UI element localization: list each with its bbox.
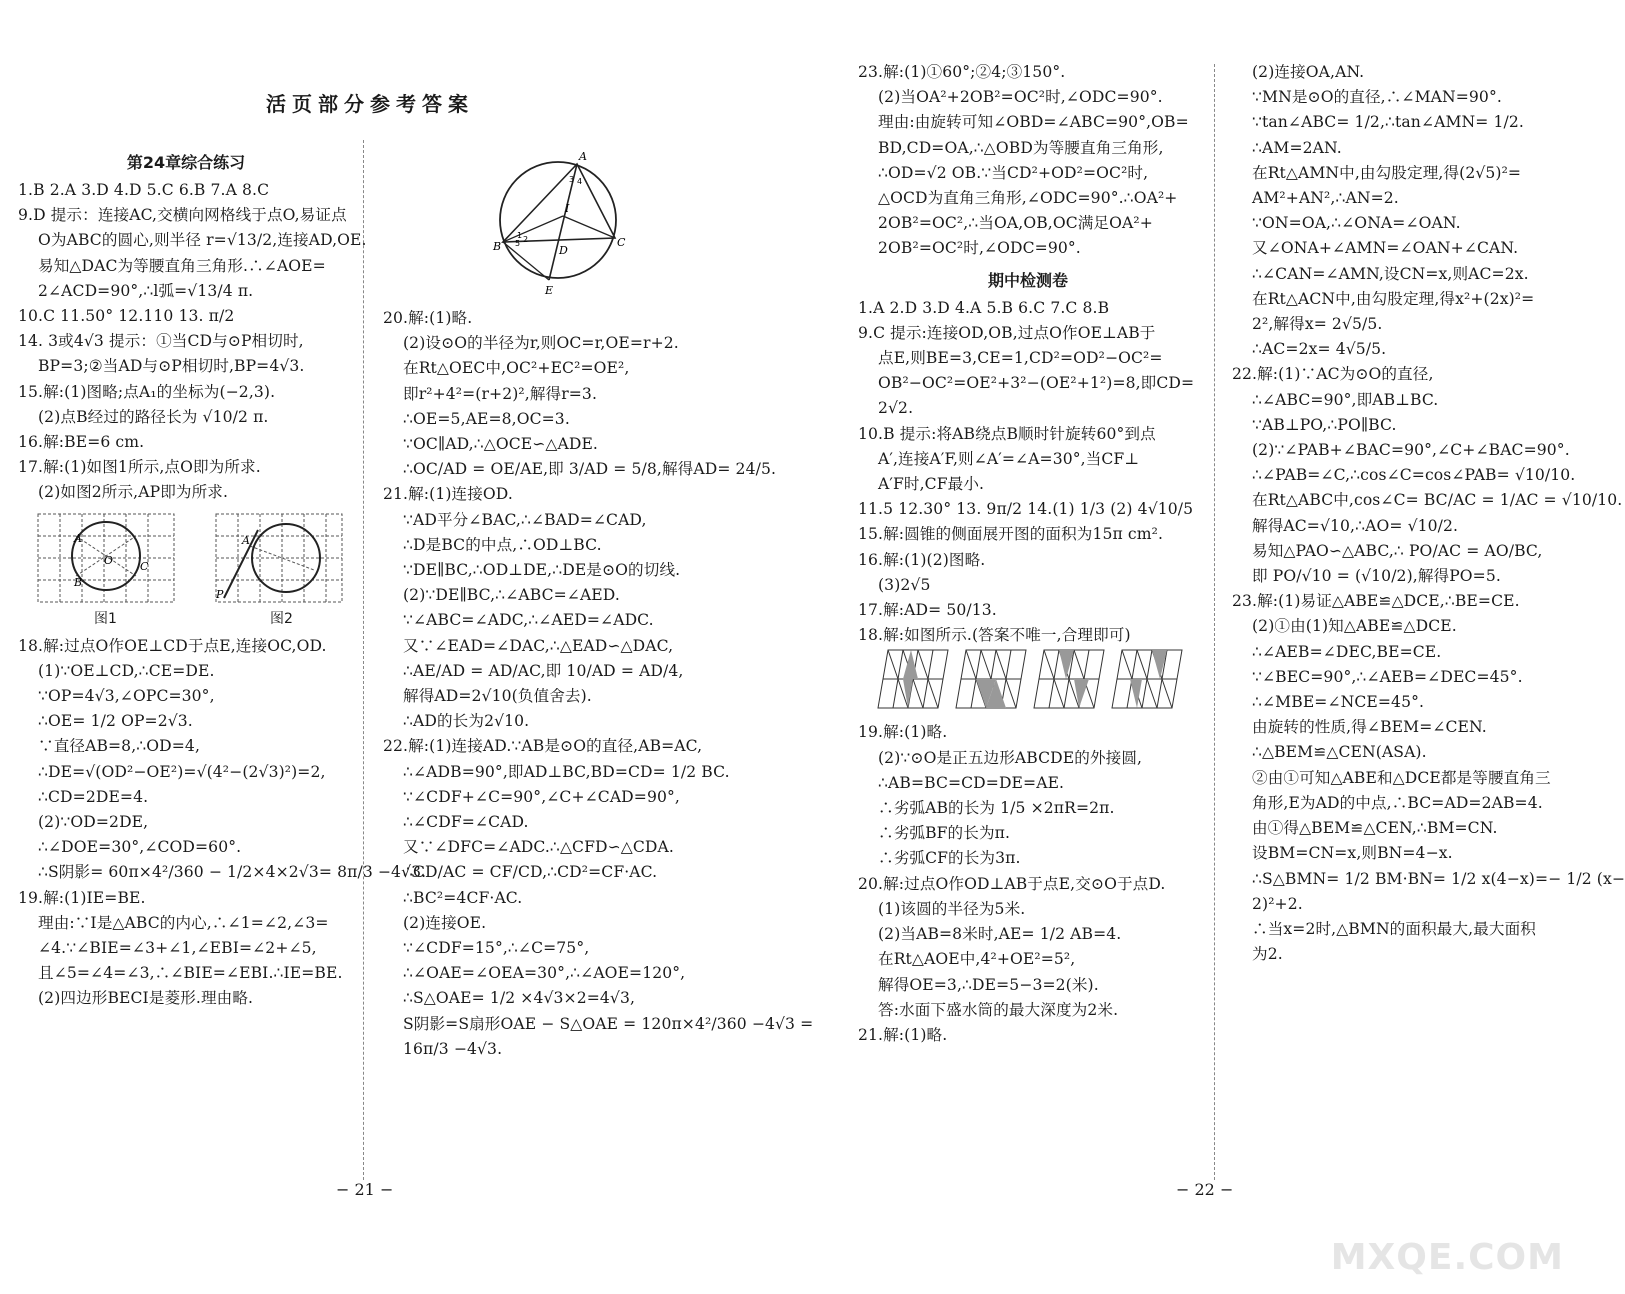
grid2-label-P: P bbox=[216, 587, 224, 601]
circle-label-A: A bbox=[579, 150, 587, 163]
answer-line: 2)²+2. bbox=[1252, 894, 1303, 913]
page-number-right: − 22 − bbox=[1176, 1180, 1234, 1199]
figure-caption-1: 图1 bbox=[94, 610, 117, 627]
answer-line: ∵ON=OA,∴∠ONA=∠OAN. bbox=[1252, 214, 1461, 233]
answer-line: (2)∵∠PAB+∠BAC=90°,∠C+∠BAC=90°. bbox=[1252, 441, 1570, 460]
answer-line: 19.解:(1)IE=BE. bbox=[18, 888, 146, 907]
grid-figure-1 bbox=[36, 512, 176, 604]
answer-line: 16π/3 −4√3. bbox=[403, 1039, 503, 1058]
answer-line: ∴∠AEB=∠DEC,BE=CE. bbox=[1252, 642, 1442, 661]
grid-figure-2 bbox=[214, 512, 344, 604]
answer-line: (2)当OA²+2OB²=OC²时,∠ODC=90°. bbox=[878, 88, 1163, 107]
grid2-label-A: A bbox=[242, 533, 250, 547]
answer-line: 解得AC=√10,∴AO= √10/2. bbox=[1252, 516, 1459, 535]
answer-line: 在Rt△AMN中,由勾股定理,得(2√5)²= bbox=[1252, 163, 1522, 182]
answer-line: 18.解:过点O作OE⊥CD于点E,连接OC,OD. bbox=[18, 636, 327, 655]
answer-line: ∴劣弧AB的长为 1/5 ×2πR=2π. bbox=[878, 799, 1115, 818]
answer-line: ∴DE=√(OD²−OE²)=√(4²−(2√3)²)=2, bbox=[38, 762, 326, 781]
answer-line: 设BM=CN=x,则BN=4−x. bbox=[1252, 844, 1453, 863]
answer-line: ∴∠CAN=∠AMN,设CN=x,则AC=2x. bbox=[1252, 264, 1529, 283]
answer-line: △OCD为直角三角形,∠ODC=90°.∴OA²+ bbox=[878, 189, 1178, 208]
answers-block-7 bbox=[1232, 60, 1625, 967]
circle-angle-1: 1 bbox=[517, 231, 523, 240]
answer-line: ∴CD=2DE=4. bbox=[38, 787, 149, 806]
answer-line: ∴S△OAE= 1/2 ×4√3×2=4√3, bbox=[403, 989, 636, 1008]
answer-line: (1)∵OE⊥CD,∴CE=DE. bbox=[38, 661, 215, 680]
answer-line: ∵∠CDF=15°,∴∠C=75°, bbox=[403, 939, 590, 958]
answer-line: 2OB²=OC²,∴当OA,OB,OC满足OA²+ bbox=[878, 214, 1153, 233]
answer-line: 在Rt△ABC中,cos∠C= BC/AC = 1/AC = √10/10. bbox=[1252, 491, 1623, 510]
answer-line: 21.解:(1)略. bbox=[858, 1025, 948, 1044]
answer-line: 为2. bbox=[1252, 945, 1283, 964]
answer-line: 10.B 提示:将AB绕点B顺时针旋转60°到点 bbox=[858, 424, 1156, 443]
answer-line: ∵tan∠ABC= 1/2,∴tan∠AMN= 1/2. bbox=[1252, 113, 1524, 132]
answer-line: ∵OC∥AD,∴△OCE∽△ADE. bbox=[403, 435, 598, 454]
answer-line: (2)四边形BECI是菱形.理由略. bbox=[38, 989, 254, 1008]
answer-line: ∴当x=2时,△BMN的面积最大,最大面积 bbox=[1252, 919, 1536, 938]
answers-block-1 bbox=[18, 178, 367, 506]
answer-line: 15.解:圆锥的侧面展开图的面积为15π cm². bbox=[858, 525, 1164, 544]
answer-line: 19.解:(1)略. bbox=[858, 723, 948, 742]
answer-line: ∴劣弧BF的长为π. bbox=[878, 824, 1011, 843]
answer-line: 9.C 提示:连接OD,OB,过点O作OE⊥AB于 bbox=[858, 323, 1156, 342]
section-title-ch24: 第24章综合练习 bbox=[126, 153, 246, 172]
answer-line: ∴∠OAE=∠OEA=30°,∴∠AOE=120°, bbox=[403, 964, 686, 983]
answer-line: 理由:∵I是△ABC的内心,∴∠1=∠2,∠3= bbox=[38, 913, 329, 932]
answer-line: ∵DE∥BC,∴OD⊥DE,∴DE是⊙O的切线. bbox=[403, 561, 681, 580]
answer-line: ∵∠ABC=∠ADC,∴∠AED=∠ADC. bbox=[403, 611, 654, 630]
answer-line: 易知△DAC为等腰直角三角形.∴∠AOE= bbox=[38, 256, 326, 275]
figure-caption-2: 图2 bbox=[270, 610, 293, 627]
page-number-left: − 21 − bbox=[336, 1180, 394, 1199]
answer-line: ②由①可知△ABE和△DCE都是等腰直角三 bbox=[1252, 768, 1551, 787]
answer-line: ∴∠ADB=90°,即AD⊥BC,BD=CD= 1/2 BC. bbox=[403, 762, 730, 781]
answer-line: 20.解:过点O作OD⊥AB于点E,交⊙O于点D. bbox=[858, 874, 1166, 893]
answer-line: 在Rt△OEC中,OC²+EC²=OE², bbox=[403, 359, 630, 378]
answer-line: ∴OC/AD = OE/AE,即 3/AD = 5/8,解得AD= 24/5. bbox=[403, 460, 777, 479]
answer-line: 又∵∠EAD=∠DAC,∴△EAD∽△DAC, bbox=[403, 636, 674, 655]
answer-line: 1.B 2.A 3.D 4.D 5.C 6.B 7.A 8.C bbox=[18, 181, 270, 199]
circle-figure bbox=[383, 146, 743, 302]
answer-line: 14. 3或4√3 提示：①当CD与⊙P相切时, bbox=[18, 332, 304, 351]
answer-line: ∴AD的长为2√10. bbox=[403, 712, 530, 731]
answer-line: 即 PO/√10 = (√10/2),解得PO=5. bbox=[1252, 567, 1501, 586]
answer-line: (2)当AB=8米时,AE= 1/2 AB=4. bbox=[878, 925, 1122, 944]
answer-line: ∴∠MBE=∠NCE=45°. bbox=[1252, 693, 1425, 712]
answer-line: 16.解:(1)(2)图略. bbox=[858, 550, 986, 569]
answer-line: BP=3;②当AD与⊙P相切时,BP=4√3. bbox=[38, 357, 305, 376]
answer-line: 10.C 11.50° 12.110 13. π/2 bbox=[18, 307, 235, 326]
answers-block-4 bbox=[858, 60, 1198, 262]
answer-line: 由①得△BEM≌△CEN,∴BM=CN. bbox=[1252, 819, 1498, 838]
answer-line: 2OB²=OC²时,∠ODC=90°. bbox=[878, 239, 1081, 258]
column-separator-left bbox=[363, 140, 364, 1180]
circle-label-I: I bbox=[565, 202, 570, 215]
circle-label-E: E bbox=[545, 284, 554, 297]
answer-line: 角形,E为AD的中点,∴BC=AD=2AB=4. bbox=[1252, 793, 1543, 812]
answer-line: 答:水面下盛水筒的最大深度为2米. bbox=[878, 1000, 1119, 1019]
inscribed-triangle-figure bbox=[493, 146, 626, 297]
grid1-label-O: O bbox=[104, 553, 114, 567]
circle-angle-3: 3 bbox=[569, 175, 575, 184]
answer-line: A′,连接A′F,则∠A′=∠A=30°,当CF⊥ bbox=[878, 449, 1140, 468]
answer-line: (2)①由(1)知△ABE≌△DCE. bbox=[1252, 617, 1457, 636]
answer-line: 又∵∠DFC=∠ADC.∴△CFD∽△CDA. bbox=[403, 838, 674, 857]
answer-line: ∴OD=√2 OB.∵当CD²+OD²=OC²时, bbox=[878, 163, 1149, 182]
answer-line: (2)连接OE. bbox=[403, 913, 487, 932]
answer-line: ∵MN是⊙O的直径,∴∠MAN=90°. bbox=[1252, 88, 1502, 107]
circle-angle-2: 2 bbox=[523, 235, 529, 244]
answer-line: 23.解:(1)易证△ABE≌△DCE,∴BE=CE. bbox=[1232, 592, 1520, 611]
left-page-column-2 bbox=[383, 140, 814, 1062]
answer-line: ∠4.∵∠BIE=∠3+∠1,∠EBI=∠2+∠5, bbox=[38, 939, 317, 958]
circle-angle-5: 5 bbox=[515, 239, 521, 248]
answer-line: O为ABC的圆心,则半径 r=√13/2,连接AD,OE. bbox=[38, 231, 367, 250]
answer-line: ∴∠PAB=∠C,∴cos∠C=cos∠PAB= √10/10. bbox=[1252, 466, 1576, 485]
answer-line: ∵∠BEC=90°,∴∠AEB=∠DEC=45°. bbox=[1252, 667, 1523, 686]
answer-line: 在Rt△AOE中,4²+OE²=5², bbox=[878, 950, 1076, 969]
figure-grids bbox=[18, 512, 354, 630]
answer-line: (2)∵⊙O是正五边形ABCDE的外接圆, bbox=[878, 748, 1143, 767]
answer-line: 2√2. bbox=[878, 399, 914, 418]
answer-line: (2)如图2所示,AP即为所求. bbox=[38, 483, 229, 502]
answer-line: 21.解:(1)连接OD. bbox=[383, 485, 513, 504]
left-page-column-1 bbox=[18, 148, 427, 1012]
answer-line: 且∠5=∠4=∠3,∴∠BIE=∠EBI.∴IE=BE. bbox=[38, 964, 343, 983]
answer-line: 1.A 2.D 3.D 4.A 5.B 6.C 7.C 8.B bbox=[858, 298, 1110, 317]
answer-line: ∴∠ABC=90°,即AB⊥BC. bbox=[1252, 390, 1439, 409]
answer-line: 2²,解得x= 2√5/5. bbox=[1252, 315, 1383, 334]
answer-line: (2)设⊙O的半径为r,则OC=r,OE=r+2. bbox=[403, 334, 679, 353]
answer-line: 由旋转的性质,得∠BEM=∠CEN. bbox=[1252, 718, 1487, 737]
circle-angle-4: 4 bbox=[577, 177, 583, 186]
answer-line: 即r²+4²=(r+2)²,解得r=3. bbox=[403, 384, 598, 403]
answer-line: ∴△BEM≌△CEN(ASA). bbox=[1252, 743, 1427, 762]
answer-line: ∴AC=2x= 4√5/5. bbox=[1252, 340, 1387, 359]
answers-block-3 bbox=[383, 306, 814, 1062]
answer-line: S阴影=S扇形OAE − S△OAE = 120π×4²/360 −4√3 = bbox=[403, 1014, 814, 1033]
answer-line: ∴BC²=4CF·AC. bbox=[403, 888, 523, 907]
answer-line: (2)∵OD=2DE, bbox=[38, 813, 149, 832]
answer-line: 解得AD=2√10(负值舍去). bbox=[403, 687, 592, 706]
triangle-grid-figures bbox=[858, 650, 1198, 714]
answer-line: 11.5 12.30° 13. 9π/2 14.(1) 1/3 (2) 4√10/5 bbox=[858, 500, 1194, 519]
triangle-grids bbox=[878, 650, 1198, 710]
answer-line: ∵AB⊥PO,∴PO∥BC. bbox=[1252, 415, 1397, 434]
column-separator-right bbox=[1214, 64, 1215, 1180]
section-title-midterm: 期中检测卷 bbox=[987, 270, 1068, 290]
answer-line: ∴劣弧CF的长为3π. bbox=[878, 849, 1021, 868]
answer-line: ∵AD平分∠BAC,∴∠BAD=∠CAD, bbox=[403, 510, 647, 529]
answer-line: 易知△PAO∽△ABC,∴ PO/AC = AO/BC, bbox=[1252, 541, 1543, 560]
answer-line: 点E,则BE=3,CE=1,CD²=OD²−OC²= bbox=[878, 349, 1163, 368]
right-page-column-2 bbox=[1232, 60, 1625, 967]
answer-line: ∴D是BC的中点,∴OD⊥BC. bbox=[403, 535, 602, 554]
answer-line: AM²+AN²,∴AN=2. bbox=[1252, 189, 1399, 208]
answer-line: ∵OP=4√3,∠OPC=30°, bbox=[38, 687, 215, 706]
answer-line: ∴CD/AC = CF/CD,∴CD²=CF·AC. bbox=[403, 863, 658, 882]
answer-line: BD,CD=OA,∴△OBD为等腰直角三角形, bbox=[878, 138, 1164, 157]
answer-line: 9.D 提示：连接AC,交横向网格线于点O,易证点 bbox=[18, 206, 347, 225]
answer-line: 又∠ONA+∠AMN=∠OAN+∠CAN. bbox=[1252, 239, 1519, 258]
answer-line: ∴∠CDF=∠CAD. bbox=[403, 813, 529, 832]
grid1-label-A: A bbox=[74, 531, 82, 545]
answer-line: 23.解:(1)①60°;②4;③150°. bbox=[858, 63, 1066, 81]
answer-line: ∴AB=BC=CD=DE=AE. bbox=[878, 773, 1065, 792]
answer-line: 16.解:BE=6 cm. bbox=[18, 433, 145, 452]
answer-line: ∵直径AB=8,∴OD=4, bbox=[38, 737, 200, 756]
answer-line: A′F时,CF最小. bbox=[878, 475, 985, 494]
answer-line: 22.解:(1)连接AD.∵AB是⊙O的直径,AB=AC, bbox=[383, 737, 703, 756]
answers-block-6 bbox=[858, 720, 1198, 1048]
answer-line: 17.解:AD= 50/13. bbox=[858, 601, 997, 620]
grid1-label-C: C bbox=[140, 559, 149, 573]
answer-line: (2)连接OA,AN. bbox=[1252, 63, 1365, 81]
answer-line: ∴OE=5,AE=8,OC=3. bbox=[403, 409, 570, 428]
answer-line: 2∠ACD=90°,∴l弧=√13/4 π. bbox=[38, 281, 254, 300]
circle-label-B: B bbox=[493, 240, 502, 253]
answer-line: ∴S△BMN= 1/2 BM·BN= 1/2 x(4−x)=− 1/2 (x− bbox=[1252, 869, 1625, 888]
answer-line: 18.解:如图所示.(答案不唯一,合理即可) bbox=[858, 626, 1131, 645]
answer-line: (1)该圆的半径为5米. bbox=[878, 899, 1026, 918]
circle-label-D: D bbox=[559, 244, 568, 257]
right-page-column-1 bbox=[858, 60, 1198, 1048]
circle-label-C: C bbox=[617, 236, 626, 249]
answer-line: 理由:由旋转可知∠OBD=∠ABC=90°,OB= bbox=[878, 113, 1189, 132]
watermark-logo: MXQE.COM bbox=[1330, 1237, 1564, 1278]
answer-line: ∴∠DOE=30°,∠COD=60°. bbox=[38, 838, 242, 857]
answer-line: 20.解:(1)略. bbox=[383, 309, 473, 327]
answer-line: 在Rt△ACN中,由勾股定理,得x²+(2x)²= bbox=[1252, 289, 1535, 308]
answer-line: ∴S阴影= 60π×4²/360 − 1/2×4×2√3= 8π/3 −4√3. bbox=[38, 863, 427, 882]
answer-line: 22.解:(1)∵AC为⊙O的直径, bbox=[1232, 365, 1434, 384]
answer-line: 解得OE=3,∴DE=5−3=2(米). bbox=[878, 975, 1099, 994]
answer-line: 15.解:(1)图略;点A₁的坐标为(−2,3). bbox=[18, 382, 276, 401]
page-title: 活页部分参考答案 bbox=[266, 92, 474, 116]
answer-line: OB²−OC²=OE²+3²−(OE²+1²)=8,即CD= bbox=[878, 374, 1195, 393]
answer-line: (2)点B经过的路径长为 √10/2 π. bbox=[38, 407, 269, 426]
answer-line: 17.解:(1)如图1所示,点O即为所求. bbox=[18, 458, 261, 477]
answers-block-2 bbox=[18, 634, 427, 1012]
answer-line: ∴OE= 1/2 OP=2√3. bbox=[38, 712, 193, 731]
answer-line: (3)2√5 bbox=[878, 575, 931, 594]
grid1-label-B: B bbox=[74, 575, 83, 589]
answers-block-5 bbox=[858, 296, 1198, 649]
answer-line: ∴AM=2AN. bbox=[1252, 138, 1342, 157]
answer-line: ∵∠CDF+∠C=90°,∠C+∠CAD=90°, bbox=[403, 787, 680, 806]
answer-line: (2)∵DE∥BC,∴∠ABC=∠AED. bbox=[403, 586, 620, 605]
answer-line: ∴AE/AD = AD/AC,即 10/AD = AD/4, bbox=[403, 661, 684, 680]
